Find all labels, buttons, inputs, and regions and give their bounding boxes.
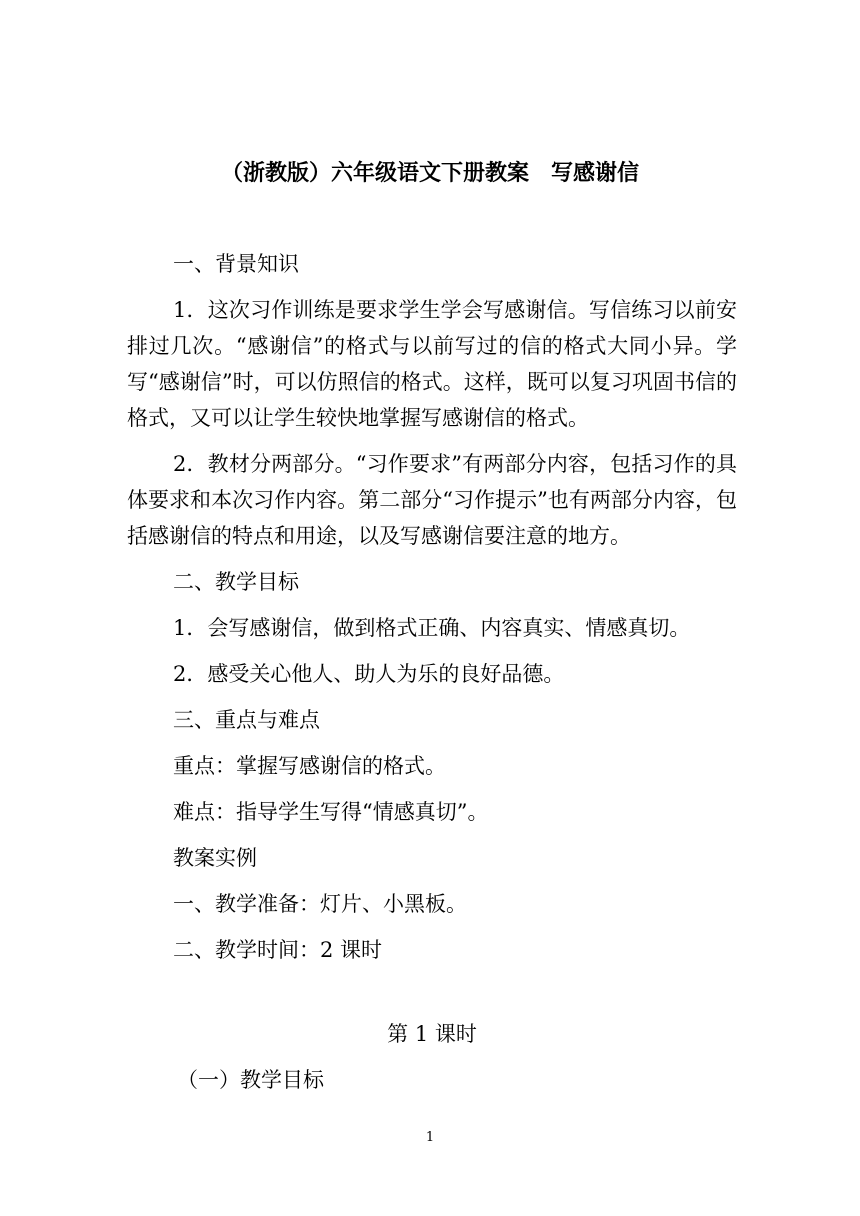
paragraph-background-1: 1．这次习作训练是要求学生学会写感谢信。写信练习以前安排过几次。“感谢信”的格式与以前写过的信的格式大同小异。学写“感谢信”时，可以仿照信的格式。这样，既可以复习巩固书信的格式，又可以让学生较快地掌握写感谢信的格式。 <box>127 298 737 430</box>
paragraph-goal-1: 1．会写感谢信，做到格式正确、内容真实、情感真切。 <box>173 616 691 640</box>
section-spacer <box>127 978 737 1016</box>
page-number: 1 <box>425 1130 435 1145</box>
section-heading-goals: 二、教学目标 <box>173 570 299 594</box>
lesson-heading: 第 1 课时 <box>387 1022 477 1046</box>
section-heading-example: 教案实例 <box>173 846 257 870</box>
paragraph-time: 二、教学时间：2 课时 <box>173 938 383 962</box>
paragraph-background-2: 2．教材分两部分。“习作要求”有两部分内容，包括习作的具体要求和本次习作内容。第二部分“习作提示”也有两部分内容，包括感谢信的特点和用途，以及写感谢信要注意的地方。 <box>127 452 737 548</box>
paragraph-key-point: 重点：掌握写感谢信的格式。 <box>173 754 446 778</box>
document-body <box>127 246 737 1098</box>
title-main: （浙教版）六年级语文下册教案 <box>220 160 529 186</box>
paragraph-difficulty: 难点：指导学生写得“情感真切”。 <box>173 800 489 824</box>
section-heading-background: 一、背景知识 <box>173 252 299 276</box>
paragraph-preparation: 一、教学准备：灯片、小黑板。 <box>173 892 467 916</box>
document-title <box>0 158 860 188</box>
paragraph-goal-2: 2．感受关心他人、助人为乐的良好品德。 <box>173 662 565 686</box>
sub-heading-goals: （一）教学目标 <box>177 1068 324 1092</box>
title-sub: 写感谢信 <box>551 160 640 186</box>
section-heading-key-points: 三、重点与难点 <box>173 708 320 732</box>
